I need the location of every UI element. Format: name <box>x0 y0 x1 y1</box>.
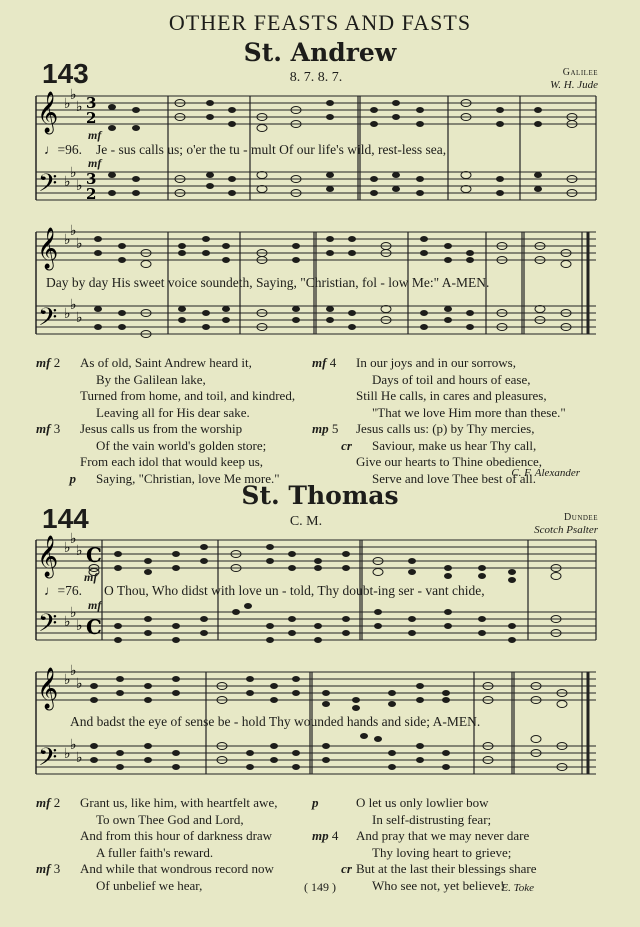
verse-dynamic: mp <box>312 828 332 843</box>
verse-text: Turned from home, and toil, and kindred, <box>80 388 296 403</box>
tempo-marking: ♩=96. <box>44 142 82 157</box>
verse-number: 2 <box>53 795 61 810</box>
treble-clef-icon: 𝄞 <box>37 668 59 709</box>
verse-text: And while that wondrous record now <box>80 861 274 876</box>
svg-text:3: 3 <box>86 94 97 112</box>
section-title: OTHER FEASTS AND FASTS <box>168 10 472 35</box>
verse-dynamic: cr <box>341 437 352 453</box>
verse-text: Of the vain world's golden store; <box>96 437 267 453</box>
verse-text: Give our hearts to Thine obedience, <box>356 454 543 469</box>
verse-marker <box>36 795 80 812</box>
hymn-meter: 8. 7. 8. 7. <box>289 70 343 85</box>
verse-marker <box>36 861 80 878</box>
svg-text:♭: ♭ <box>70 297 77 313</box>
verse-text: In our joys and in our sorrows, <box>356 355 516 370</box>
verse-text: Leaving all for His dear sake. <box>96 404 250 420</box>
svg-text:♭: ♭ <box>70 223 77 239</box>
verse-dynamic: p <box>69 470 76 486</box>
verse-text: As of old, Saint Andrew heard it, <box>80 355 252 370</box>
verse-number: 3 <box>53 421 61 436</box>
lyrics-line-1: O Thou, Who didst with love un - told, Thy doubt-ing ser - vant chide, <box>104 583 485 598</box>
verse-text: A fuller faith's reward. <box>96 844 214 860</box>
svg-text:♭: ♭ <box>70 165 77 181</box>
tempo-marking: ♩=76. <box>44 583 82 598</box>
svg-text:♭: ♭ <box>64 96 71 112</box>
svg-text:♭: ♭ <box>70 737 77 753</box>
dynamic-marking: mf <box>88 128 102 142</box>
svg-text:♭: ♭ <box>76 676 83 692</box>
verse-dynamic: p <box>312 795 319 810</box>
verse-line <box>36 812 326 829</box>
treble-clef-icon: 𝄞 <box>37 92 59 133</box>
verse-text: Serve and love Thee best of all. <box>372 470 537 486</box>
hymn-meter: C. M. <box>289 514 323 529</box>
svg-text:♭: ♭ <box>76 236 83 252</box>
svg-text:♭: ♭ <box>64 746 71 762</box>
verse-dynamic: mf <box>36 795 54 810</box>
verse-line <box>312 795 612 812</box>
verse-text: By the Galilean lake, <box>96 371 206 387</box>
svg-text:♭: ♭ <box>64 306 71 322</box>
verse-number: 3 <box>53 861 61 876</box>
verse-dynamic: mf <box>36 861 54 876</box>
verse-dynamic: mf <box>36 421 54 436</box>
svg-text:2: 2 <box>86 185 97 203</box>
verse-line <box>36 795 326 812</box>
verse-dynamic: mf <box>312 355 330 370</box>
verse-text: And from this hour of darkness draw <box>80 828 273 843</box>
hymn-author: E. Toke <box>501 882 534 894</box>
page-number: ( 149 ) <box>304 880 336 894</box>
verse-dynamic: mp <box>312 421 332 436</box>
treble-clef-icon: 𝄞 <box>37 228 59 269</box>
svg-text:♭: ♭ <box>70 663 77 679</box>
svg-text:♭: ♭ <box>64 540 71 556</box>
svg-text:2: 2 <box>86 109 97 127</box>
svg-text:♭: ♭ <box>64 232 71 248</box>
lyrics-line-2: Day by day His sweet voice soundeth, Saying, "Christian, fol - low Me:" A-MEN. <box>46 275 490 290</box>
composer: Scotch Psalter <box>534 524 598 536</box>
verse-text: Grant us, like him, with heartfelt awe, <box>80 795 278 810</box>
verse-text: Still He calls, in cares and pleasures, <box>356 388 547 403</box>
verse-text: Who see not, yet believe! <box>372 877 505 893</box>
dynamic-marking-bass: mf <box>88 156 102 170</box>
svg-text:♭: ♭ <box>70 87 77 103</box>
svg-text:♭: ♭ <box>76 618 83 634</box>
svg-text:3: 3 <box>86 170 97 188</box>
key-signature-icon <box>64 531 83 766</box>
verse-text: O let us only lowlier bow <box>356 795 489 810</box>
notes-treble-3 <box>89 544 561 583</box>
svg-text:♭: ♭ <box>64 672 71 688</box>
verse-text: From each idol that would keep us, <box>80 454 264 469</box>
verse-text: But at the last their blessings share <box>356 861 537 876</box>
verse-marker <box>312 795 356 812</box>
svg-text:♭: ♭ <box>70 531 77 547</box>
verse-line <box>36 828 326 845</box>
svg-text:♭: ♭ <box>64 614 71 630</box>
dynamic-marking: mf <box>84 570 98 584</box>
hymn-title: St. Thomas <box>241 481 399 510</box>
verse-text: Saying, "Christian, love Me more." <box>96 470 280 486</box>
svg-text:♭: ♭ <box>76 99 83 115</box>
lyrics-line-1: Je - sus calls us; o'er the tu - mult Of our life's wild, rest-less sea, <box>96 142 447 157</box>
svg-text:♭: ♭ <box>64 174 71 190</box>
verse-line <box>36 845 326 862</box>
verse-number: 4 <box>331 828 339 843</box>
tune-name: Galilee <box>562 67 598 78</box>
bass-clef-icon: 𝄢 <box>38 743 58 778</box>
verse-dynamic: mf <box>36 355 54 370</box>
hymn-title: St. Andrew <box>243 38 397 67</box>
verse-text: To own Thee God and Lord, <box>96 811 244 827</box>
notes-bass-4 <box>90 733 567 771</box>
hymn-number: 144 <box>42 503 89 534</box>
lyrics-line-2: And badst the eye of sense be - hold Thy wounded hands and side; A-MEN. <box>70 714 481 729</box>
verse-line <box>312 861 612 878</box>
verse-text: In self-distrusting fear; <box>372 811 492 827</box>
verse-text: Thy loving heart to grieve; <box>372 844 512 860</box>
svg-text:C: C <box>86 615 102 639</box>
hymn-number: 143 <box>42 58 89 89</box>
bass-clef-icon: 𝄢 <box>38 303 58 338</box>
treble-clef-icon: 𝄞 <box>37 536 59 577</box>
verse-line <box>312 845 612 862</box>
svg-text:♭: ♭ <box>76 543 83 559</box>
verse-text: And pray that we may never dare <box>356 828 530 843</box>
svg-text:♭: ♭ <box>76 750 83 766</box>
verse-text: Jesus calls us from the worship <box>80 421 243 436</box>
dynamic-marking-bass: mf <box>88 598 102 612</box>
verse-text: Of unbelief we hear, <box>96 877 203 893</box>
verse-marker <box>312 828 356 845</box>
verse-text: Days of toil and hours of ease, <box>372 371 531 387</box>
verse-line <box>312 828 612 845</box>
verse-number: 4 <box>329 355 337 370</box>
verse-line <box>36 861 326 878</box>
verse-line <box>312 812 612 829</box>
svg-text:♭: ♭ <box>76 310 83 326</box>
notes-bass-3 <box>114 603 561 643</box>
verse-number: 2 <box>53 355 61 370</box>
hymn-author: C. F. Alexander <box>511 467 580 479</box>
verse-marker <box>312 861 356 878</box>
svg-text:♭: ♭ <box>76 178 83 194</box>
verse-number: 5 <box>331 421 339 436</box>
svg-text:♭: ♭ <box>70 605 77 621</box>
time-signature-icon <box>86 543 102 639</box>
composer: W. H. Jude <box>550 79 598 91</box>
verse-dynamic: cr <box>341 861 352 876</box>
svg-text:C: C <box>86 543 102 567</box>
verse-text: Jesus calls us: (p) by Thy mercies, <box>356 421 535 436</box>
tune-name: Dundee <box>564 512 598 523</box>
bass-clef-icon: 𝄢 <box>38 609 58 644</box>
verse-text: Saviour, make us hear Thy call, <box>372 437 537 453</box>
bass-clef-icon: 𝄢 <box>38 169 58 204</box>
verse-text: "That we love Him more than these." <box>372 404 566 420</box>
